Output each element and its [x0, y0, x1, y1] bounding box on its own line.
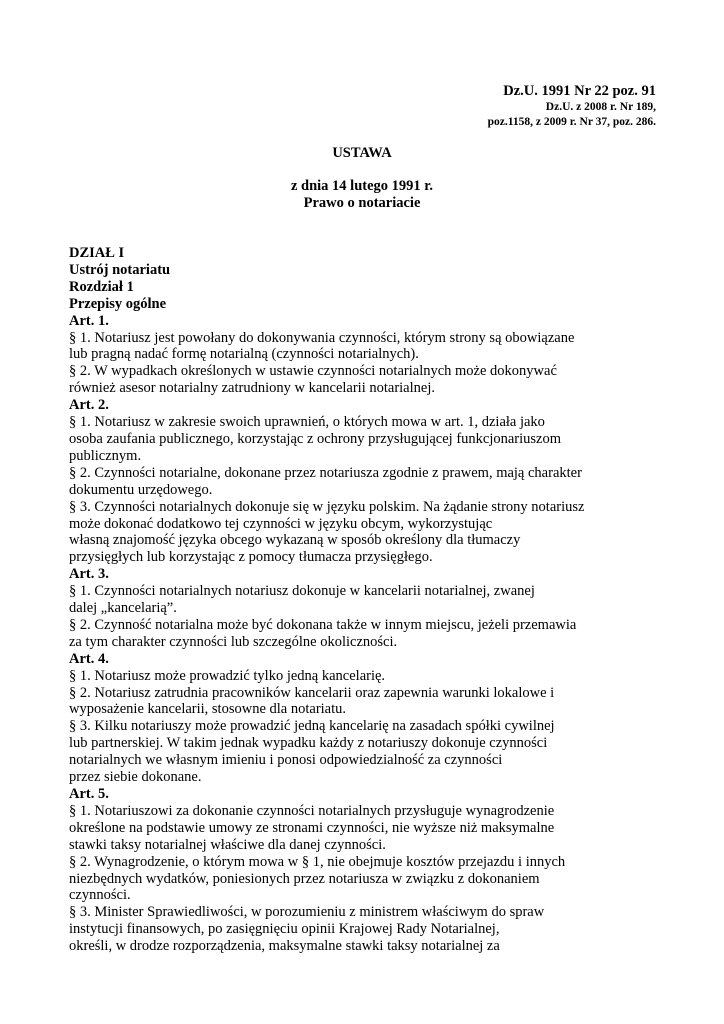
body-text-line: określone na podstawie umowy ze stronami czynności, nie wyższe niż maksymalne [69, 819, 555, 836]
body-text-line: § 3. Czynności notarialnych dokonuje się w języku polskim. Na żądanie strony notariusz [69, 498, 585, 515]
document-body [69, 245, 669, 955]
section-heading: Przepisy ogólne [69, 295, 167, 312]
act-date: z dnia 14 lutego 1991 r. [290, 178, 434, 194]
body-text-line: lub partnerskiej. W takim jednak wypadku każdy z notariuszy dokonuje czynności [69, 735, 548, 752]
body-text-line: § 1. Notariusz w zakresie swoich uprawnień, o których mowa w art. 1, działa jako [69, 414, 545, 431]
body-text-line: instytucji finansowych, po zasięgnięciu opinii Krajowej Rady Notarialnej, [69, 921, 500, 938]
body-text-line: § 2. Czynności notarialne, dokonane przez notariusza zgodnie z prawem, mają charakter [69, 464, 582, 481]
body-text-line: § 3. Minister Sprawiedliwości, w porozumieniu z ministrem właściwym do spraw [69, 904, 545, 921]
body-text-line: § 2. W wypadkach określonych w ustawie czynności notarialnych może dokonywać [69, 363, 557, 380]
body-text-line: notarialnych we własnym imieniu i ponosi odpowiedzialność za czynności [69, 752, 503, 769]
body-text-line: stawki taksy notarialnej właściwe dla danej czynności. [69, 836, 386, 853]
body-text-line: czynności. [69, 887, 131, 904]
section-heading: Art. 4. [69, 650, 109, 667]
body-text-line: również asesor notarialny zatrudniony w kancelarii notarialnej. [69, 380, 435, 397]
body-text-line: przez siebie dokonane. [69, 769, 202, 786]
body-text-line: niezbędnych wydatków, poniesionych przez notariusza w związku z dokonaniem [69, 870, 540, 887]
body-text-line: § 1. Notariusz może prowadzić tylko jedną kancelarię. [69, 667, 386, 684]
body-text-line: § 2. Czynność notarialna może być dokonana także w innym miejscu, jeżeli przemawia [69, 616, 577, 633]
body-text-line: § 1. Notariuszowi za dokonanie czynności notarialnych przysługuje wynagrodzenie [69, 802, 555, 819]
act-type-heading: USTAWA [332, 145, 392, 161]
body-text-line: własną znajomość języka obcego wykazaną w sposób określony dla tłumaczy [69, 532, 521, 549]
section-heading: Art. 1. [69, 312, 109, 329]
body-text-line: dalej „kancelarią”. [69, 600, 177, 617]
body-text-line: może dokonać dodatkowo tej czynności w języku obcym, wykorzystując [69, 515, 493, 532]
act-title-block [0, 178, 724, 212]
body-text-line: wyposażenie kancelarii, stosowne dla notariatu. [69, 701, 347, 718]
amendment-reference-2: poz.1158, z 2009 r. Nr 37, poz. 286. [487, 116, 656, 128]
body-text-line: przysięgłych lub korzystając z pomocy tłumacza przysięgłego. [69, 549, 433, 566]
body-text-line: § 2. Wynagrodzenie, o którym mowa w § 1, nie obejmuje kosztów przejazdu i innych [69, 853, 566, 870]
document-reference [488, 83, 656, 130]
body-text-line: publicznym. [69, 447, 142, 464]
body-text-line: § 3. Kilku notariuszy może prowadzić jedną kancelarię na zasadach spółki cywilnej [69, 718, 555, 735]
section-heading: Rozdział 1 [69, 278, 134, 295]
body-text-line: określi, w drodze rozporządzenia, maksymalne stawki taksy notarialnej za [69, 938, 500, 955]
body-text-line: lub pragną nadać formę notarialną (czynności notarialnych). [69, 346, 419, 363]
body-text-line: § 1. Notariusz jest powołany do dokonywania czynności, którym strony są obowiązane [69, 329, 575, 346]
section-heading: DZIAŁ I [69, 245, 125, 261]
act-name: Prawo o notariacie [303, 195, 421, 211]
body-text-line: § 2. Notariusz zatrudnia pracowników kancelarii oraz zapewnia warunki lokalowe i [69, 684, 555, 701]
section-heading: Art. 5. [69, 786, 109, 802]
section-heading: Art. 2. [69, 397, 109, 414]
body-text-line: dokumentu urzędowego. [69, 481, 213, 498]
body-text-line: § 1. Czynności notarialnych notariusz dokonuje w kancelarii notarialnej, zwanej [69, 583, 535, 600]
journal-reference: Dz.U. 1991 Nr 22 poz. 91 [503, 83, 656, 99]
amendment-reference-1: Dz.U. z 2008 r. Nr 189, [545, 101, 656, 113]
section-heading: Ustrój notariatu [69, 261, 171, 278]
section-heading: Art. 3. [69, 566, 109, 583]
body-text-line: za tym charakter czynności lub szczególne okoliczności. [69, 633, 398, 650]
body-text-line: osoba zaufania publicznego, korzystając z ochrony przysługującej funkcjonariuszom [69, 430, 562, 447]
